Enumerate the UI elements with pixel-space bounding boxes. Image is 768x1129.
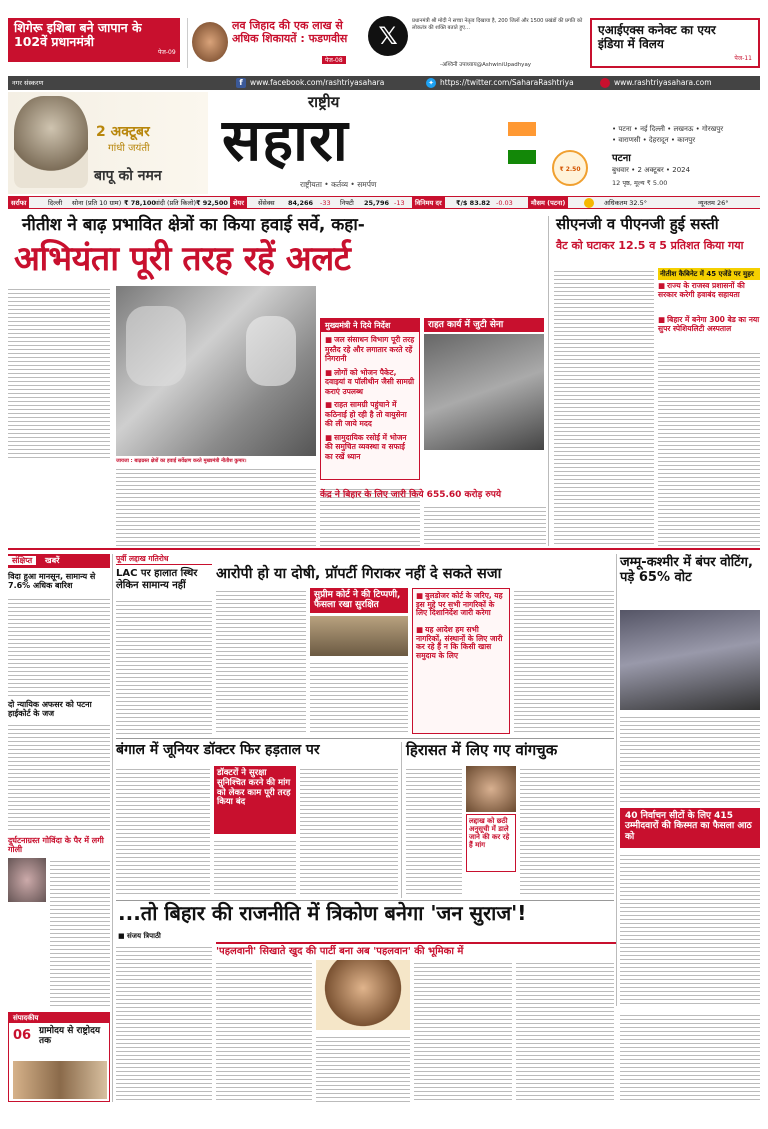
masthead-rashtriya: राष्ट्रीय (308, 93, 340, 111)
directive-box (320, 318, 420, 480)
jk-box: 40 निर्वाचन सीटों के लिए 415 उम्मीदवारों की किस्मत का फैसला आठ को (620, 808, 760, 848)
govinda-photo (8, 858, 46, 902)
top-teaser-fadnavis[interactable] (192, 18, 362, 68)
ticker-rate: विनिमय दर (412, 197, 445, 209)
directive-point: राहत सामग्री पहुंचाने में कठिनाई हो रही है तो वायुसेना की ली जाये मदद (325, 400, 407, 429)
ticker-tmax: अधिकतम 32.5° (604, 199, 648, 207)
page-ref: पेज-09 (158, 49, 176, 56)
top-teaser-airindia-headline: एआईएक्स कनेक्ट का एयर इंडिया में विलय (598, 23, 716, 51)
ticker-gold: सोना (प्रति 10 ग्राम) (72, 199, 122, 207)
ticker-share: शेयर (230, 197, 247, 209)
relief-title: राहत कार्य में जुटी सेना (424, 318, 544, 332)
brief-govinda-body (50, 858, 110, 1008)
top-teaser-fadnavis-headline: लव जिहाद की एक लाख से अधिक शिकायतें : फडणवीस (232, 19, 348, 45)
brief-monsoon-body (8, 596, 110, 696)
sc-quote-2: यह आदेश हम सभी नागरिकों, संस्थानों के लिए जारी कर रहे हैं न कि किसी खास समुदाय के लिए (416, 624, 503, 660)
masthead-cities (612, 124, 723, 146)
bengal-body-col3 (300, 766, 398, 896)
top-teaser-japan-headline: शिगेरू इशिबा बने जापान के 102वें प्रधानमंत्री (8, 18, 180, 62)
ticker-delhi: दिल्ली (48, 199, 63, 207)
bihar-subhead: 'पहलवानी' सिखाते खुद की पार्टी बना अब 'पहलवान' की भूमिका में (216, 942, 616, 958)
lead-subhead: केंद्र ने बिहार के लिए जारी किये 655.60 करोड़ रुपये (320, 490, 502, 500)
bihar-body-col2 (216, 960, 312, 1102)
editorial-box[interactable] (8, 1012, 110, 1102)
cabinet-point: ■ बिहार में बनेगा 300 बेड का नया सुपर स्पेशियलिटी अस्पताल (658, 315, 760, 333)
relief-photo (424, 334, 544, 450)
masthead-logo: सहारा (222, 106, 349, 174)
gandhi-jayanti: गांधी जयंती (108, 143, 150, 154)
directive-title: मुख्यमंत्री ने दिये निर्देश (321, 319, 419, 332)
facebook-icon: f (236, 78, 246, 88)
top-teaser-airindia[interactable] (590, 18, 760, 68)
gandhi-date: 2 अक्टूबर (96, 124, 150, 140)
sc-quotes: ■ बुलडोजर कोर्ट के जरिए, यह इस मुद्दे पर सभी नागरिकों के लिए दिशानिर्देश जारी करेगा ■ यह आदेश हम सभी नागरिकों, संस्थानों के लिए जारी कर रहे हैं न कि किसी खास समुदाय के लिए (412, 588, 510, 734)
bihar-body-col6 (620, 1012, 760, 1102)
wangchuk-photo (466, 766, 516, 812)
lead-photo-caption: जायजा : बाढ़ग्रस्त क्षेत्रों का हवाई सर्वेक्षण करते मुख्यमंत्री नीतीश कुमार। (116, 458, 247, 464)
globe-icon (600, 78, 610, 88)
cng-headline: सीएनजी व पीएनजी हुई सस्ती (556, 215, 719, 233)
brief-title: संक्षिप्त (8, 556, 36, 565)
ticker-silver-val: ₹ 92,500 (196, 199, 228, 207)
prashant-kishor-photo (316, 960, 410, 1030)
page-ref: पेज-08 (322, 56, 346, 64)
ticker-sarrafa: सर्राफा (8, 197, 29, 209)
wangchuk-box: लद्दाख को छठी अनुसूची में डाले जाने की कर रहे हैं मांग (466, 814, 516, 872)
brief-title2: खबरें (45, 556, 60, 565)
price-seal: ₹ 2.50 (552, 150, 588, 186)
wangchuk-body-col2 (520, 766, 614, 896)
jk-headline: जम्मू-कश्मीर में बंपर वोटिंग, पड़े 65% वोट (620, 555, 753, 585)
social-bar (8, 76, 760, 90)
ticker-nifty-val: 25,796 (364, 199, 390, 207)
jk-voters-photo (620, 610, 760, 710)
directive-points: ■ जल संसाधन विभाग पूरी तरह मुस्तैद रहे और लगातार करते रहें निगरानी ■ लोगों को भोजन पैकेट, दवाइयां व पॉलीथीन जैसी सामग्री कराएं उपलब्ध ■ राहत सामग्री पहुंचाने में कठिनाई हो रही है तो वायुसेना की ली जाये मदद ■ सामुदायिक रसोई में भोजन की समुचित व्यवस्था व सफाई का रखें ध्यान (325, 335, 415, 461)
cities-line-2: • वाराणसी • देहरादून • कानपुर (612, 136, 696, 144)
ticker-nifty: निफ्टी (340, 199, 354, 207)
pages-price: 12 पृष्ठ, मूल्य ₹ 5.00 (612, 179, 668, 187)
editorial-page: 06 (13, 1028, 32, 1043)
brief-header (8, 554, 110, 568)
lead-body-col4 (424, 504, 546, 546)
fadnavis-photo (192, 22, 228, 62)
wangchuk-headline: हिरासत में लिए गए वांगचुक (406, 741, 558, 759)
bihar-body-col1 (116, 944, 212, 1102)
lac-tag: पूर्वी लद्दाख गतिरोध (116, 554, 212, 565)
cng-body-col1 (554, 268, 654, 546)
masthead-tagline: राष्ट्रीयता • कर्तव्य • समर्पण (300, 180, 377, 189)
sc-subhead: सुप्रीम कोर्ट ने की टिप्पणी, फैसला रखा सुरक्षित (310, 588, 408, 613)
gandhi-tribute-text: बापू को नमन (94, 168, 162, 184)
x-post-text: प्रधानमंत्री श्री मोदी ने सच्चा नेतृत्व दिखाया है, 200 जिलों और 1500 प्रखंडों की प्रगति को लोकतंत्र की शक्ति बताते हुए... (412, 18, 583, 31)
masthead-flag-icon (508, 122, 536, 166)
lead-photo-helicopter (116, 286, 316, 456)
jk-body-col2 (620, 852, 760, 1006)
brief-judges-head: दो न्यायिक अफसर को पटना हाईकोर्ट के जज (8, 700, 92, 719)
directive-point: जल संसाधन विभाग पूरी तरह मुस्तैद रहे और लगातार करते रहें निगरानी (325, 335, 415, 364)
bengal-body-col2 (214, 838, 296, 896)
sc-headline: आरोपी हो या दोषी, प्रॉपर्टी गिराकर नहीं दे सकते सजा (216, 566, 502, 582)
bengal-body-col1 (116, 766, 210, 896)
twitter-link[interactable]: https://twitter.com/SaharaRashtriya (440, 78, 574, 87)
edition-label: नगर संस्करण (12, 79, 44, 87)
bihar-body-col4 (414, 960, 512, 1102)
brief-judges-body (8, 722, 110, 832)
brief-monsoon-head: विदा हुआ मानसून, सामान्य से 7.6% अधिक बारिश (8, 572, 96, 591)
lead-kicker: नीतीश ने बाढ़ प्रभावित क्षेत्रों का किया हवाई सर्वे, कहा- (22, 215, 365, 235)
ticker-rate-val: ₹/$ 83.82 (456, 199, 491, 207)
cabinet-point-2: बिहार में बनेगा 300 बेड का नया सुपर स्पेशियलिटी अस्पताल (658, 315, 760, 333)
lead-headline: अभियंता पूरी तरह रहें अलर्ट (14, 239, 351, 279)
editorial-headline: ग्रामोदय से राष्ट्रोदय तक (39, 1026, 101, 1047)
sun-icon (584, 198, 594, 208)
sc-quote-1: बुलडोजर कोर्ट के जरिए, यह इस मुद्दे पर सभी नागरिकों के लिए दिशानिर्देश जारी करेगा (416, 591, 503, 618)
ticker-silver: चांदी (प्रति किलो) (154, 199, 197, 207)
x-post-author: -अश्विनी उपाध्याय@AshwiniUpadhyay (440, 62, 532, 68)
sc-body-col2 (310, 660, 408, 734)
brief-govinda-head: दुर्घटनाग्रस्त गोविंदा के पैर में लगी गोली (8, 836, 104, 855)
lead-body-col1 (8, 286, 110, 460)
jk-body-col1 (620, 714, 760, 804)
top-teaser-japan[interactable] (8, 18, 188, 68)
cabinet-point: ■ राज्य के राजस्व प्रशासनों की सरकार करेगी हवाबंद सहायता (658, 281, 745, 299)
sc-body-col3 (514, 588, 614, 734)
cng-body-col2 (658, 350, 760, 546)
directive-point: लोगों को भोजन पैकेट, दवाइयां व पॉलीथीन जैसी सामग्री कराएं उपलब्ध (325, 367, 415, 396)
edition-city: पटना (612, 153, 631, 164)
ticker-sensex-val: 84,266 (288, 199, 314, 207)
bengal-box: डॉक्टरों ने सुरक्षा सुनिश्चित करने की मांग को लेकर काम पूरी तरह किया बंद (214, 766, 296, 834)
gandhi-tribute (8, 92, 208, 194)
twitter-icon: ✦ (426, 78, 436, 88)
editorial-photo (13, 1061, 107, 1099)
website-link[interactable]: www.rashtriyasahara.com (614, 78, 712, 87)
bihar-body-col5 (516, 960, 614, 1102)
ticker-rate-change: -0.03 (496, 199, 513, 207)
cabinet-tag: नीतीश कैबिनेट में 45 एजेंडे पर मुहर (658, 268, 760, 280)
ticker-nifty-change: -13 (394, 199, 405, 207)
bihar-byline: ■ संजय त्रिपाठी (118, 932, 161, 940)
bihar-body-col3 (316, 1034, 410, 1102)
lead-body-col2 (116, 466, 316, 546)
issue-date: बुधवार • 2 अक्टूबर • 2024 (612, 166, 691, 174)
bihar-headline: ...तो बिहार की राजनीति में त्रिकोण बनेगा 'जन सुराज'! (118, 901, 527, 925)
market-ticker (8, 196, 760, 209)
gandhi-portrait (14, 96, 88, 188)
ticker-tmin: न्यूनतम 26° (698, 199, 729, 207)
sc-body-col1 (216, 588, 306, 734)
lac-headline: LAC पर हालात स्थिर लेकिन सामान्य नहीं (116, 568, 198, 591)
ticker-sensex-change: -33 (320, 199, 331, 207)
page-ref: पेज-11 (734, 55, 752, 62)
wangchuk-body-col1 (406, 766, 462, 896)
ticker-gold-val: ₹ 78,100 (124, 199, 156, 207)
bengal-headline: बंगाल में जूनियर डॉक्टर फिर हड़ताल पर (116, 742, 320, 758)
ticker-sensex: सेंसेक्स (258, 199, 275, 207)
directive-point: सामुदायिक रसोई में भोजन की समुचित व्यवस्था व सफाई का रखें ध्यान (325, 432, 407, 461)
cng-subhead: वैट को घटाकर 12.5 व 5 प्रतिशत किया गया (556, 239, 744, 252)
cabinet-point-1: राज्य के राजस्व प्रशासनों की सरकार करेगी हवाबंद सहायता (658, 281, 745, 299)
cities-line-1: • पटना • नई दिल्ली • लखनऊ • गोरखपुर (612, 125, 724, 133)
sc-building-photo (310, 616, 408, 656)
x-logo-icon: 𝕏 (368, 16, 408, 56)
lac-body (116, 598, 212, 734)
ticker-weather: मौसम (पटना) (528, 197, 568, 209)
facebook-link[interactable]: www.facebook.com/rashtriyasahara (250, 78, 385, 87)
editorial-title: संपादकीय (9, 1013, 109, 1023)
